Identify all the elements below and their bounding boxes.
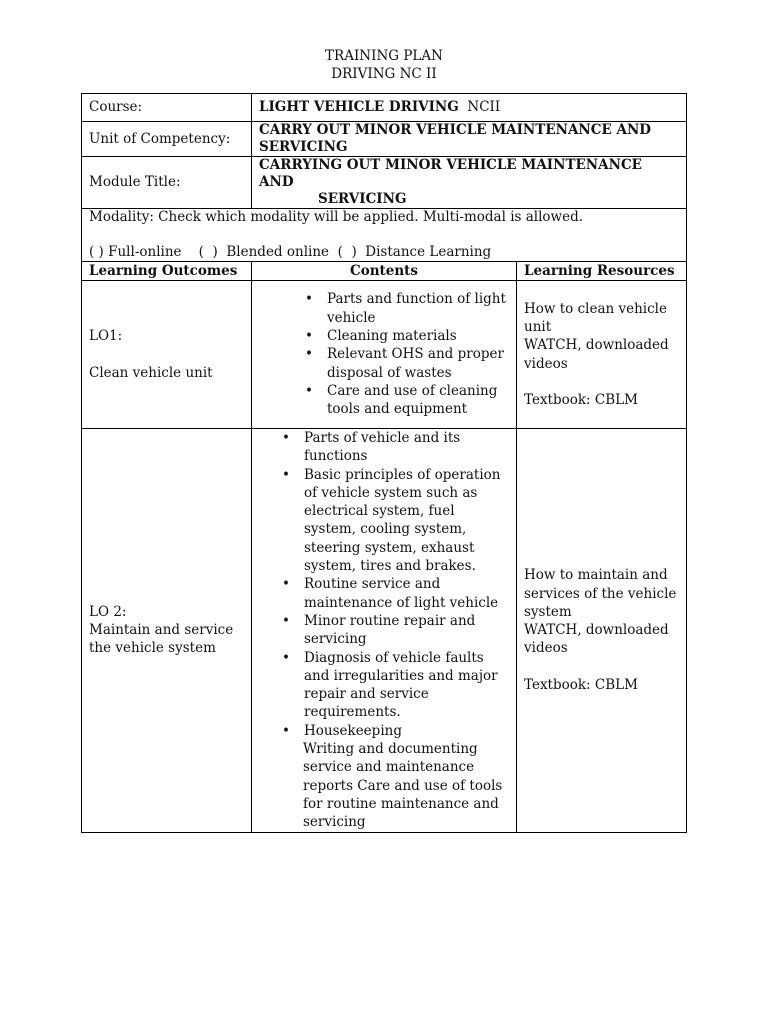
list-item: • Diagnosis of vehicle faults and irregularities and major repair and service requirements. [304,649,509,722]
lo2-resource-1: How to maintain and services of the vehicle system [524,567,677,620]
column-header-row [82,262,687,281]
module-value-line2: SERVICING [318,191,407,207]
title-line-2: DRIVING NC II [331,66,437,82]
lo2-row [82,429,687,833]
course-row [82,94,687,122]
modality-cell [82,209,687,262]
unit-of-competency-row [82,122,687,157]
course-value: LIGHT VEHICLE DRIVING [259,99,459,115]
lo1-contents-list [259,290,509,418]
lo2-resource-2: WATCH, downloaded videos [524,622,669,657]
list-item: • Minor routine repair and servicing [304,612,509,649]
lo1-resource-3: Textbook: CBLM [524,392,638,409]
uoc-value: CARRY OUT MINOR VEHICLE MAINTENANCE AND SERVICING [252,122,687,157]
uoc-label: Unit of Competency: [82,122,252,157]
course-label: Course: [82,94,252,122]
modality-instructions: Modality: Check which modality will be applied. Multi-modal is allowed. [89,209,584,225]
module-value-line1: CARRYING OUT MINOR VEHICLE MAINTENANCE AND [259,157,642,190]
lo1-resource-1: How to clean vehicle unit [524,300,667,335]
course-suffix: NCII [467,99,501,115]
lo1-row [82,281,687,429]
modality-options: ( ) Full-online ( ) Blended online ( ) Distance Learning [89,244,492,260]
list-item: • Parts of vehicle and its functions [304,429,509,466]
lo2-outcome-cell [82,429,252,833]
lo2-code: LO 2: [89,603,127,620]
module-value-cell [252,157,687,209]
lo1-outcome-cell [82,281,252,429]
lo2-resource-3: Textbook: CBLM [524,677,638,693]
list-item: • Basic principles of operation of vehicle system such as electrical system, fuel system, cooling system, steering system, exhaust system, tires and brakes. [304,466,509,576]
list-item: • Care and use of cleaning tools and equipment [327,382,509,419]
course-value-cell [252,94,687,122]
list-item: • Housekeeping [304,722,509,740]
lo2-resources-cell [517,429,687,833]
list-item: • Relevant OHS and proper disposal of wastes [327,345,509,382]
lo1-code: LO1: [89,328,123,345]
module-label: Module Title: [82,157,252,209]
lo1-title: Clean vehicle unit [89,364,213,381]
lo1-contents-cell [252,281,517,429]
lo2-contents-list [259,429,509,740]
col-header-outcomes: Learning Outcomes [82,262,252,281]
module-title-row [82,157,687,209]
title-line-1: TRAINING PLAN [325,48,443,64]
lo1-resource-2: WATCH, downloaded videos [524,337,669,372]
col-header-resources: Learning Resources [517,262,687,281]
list-item: • Routine service and maintenance of light vehicle [304,575,509,612]
lo2-contents-cell [252,429,517,833]
training-plan-table [81,93,687,833]
lo2-contents-tail: Writing and documenting service and maintenance reports Care and use of tools for routine maintenance and servicing [303,741,503,831]
list-item: • Cleaning materials [327,327,509,345]
lo2-title: Maintain and service the vehicle system [89,622,234,657]
document-title [0,47,768,83]
list-item: • Parts and function of light vehicle [327,290,509,327]
lo1-resources-cell [517,281,687,429]
modality-row [82,209,687,262]
col-header-contents: Contents [252,262,517,281]
